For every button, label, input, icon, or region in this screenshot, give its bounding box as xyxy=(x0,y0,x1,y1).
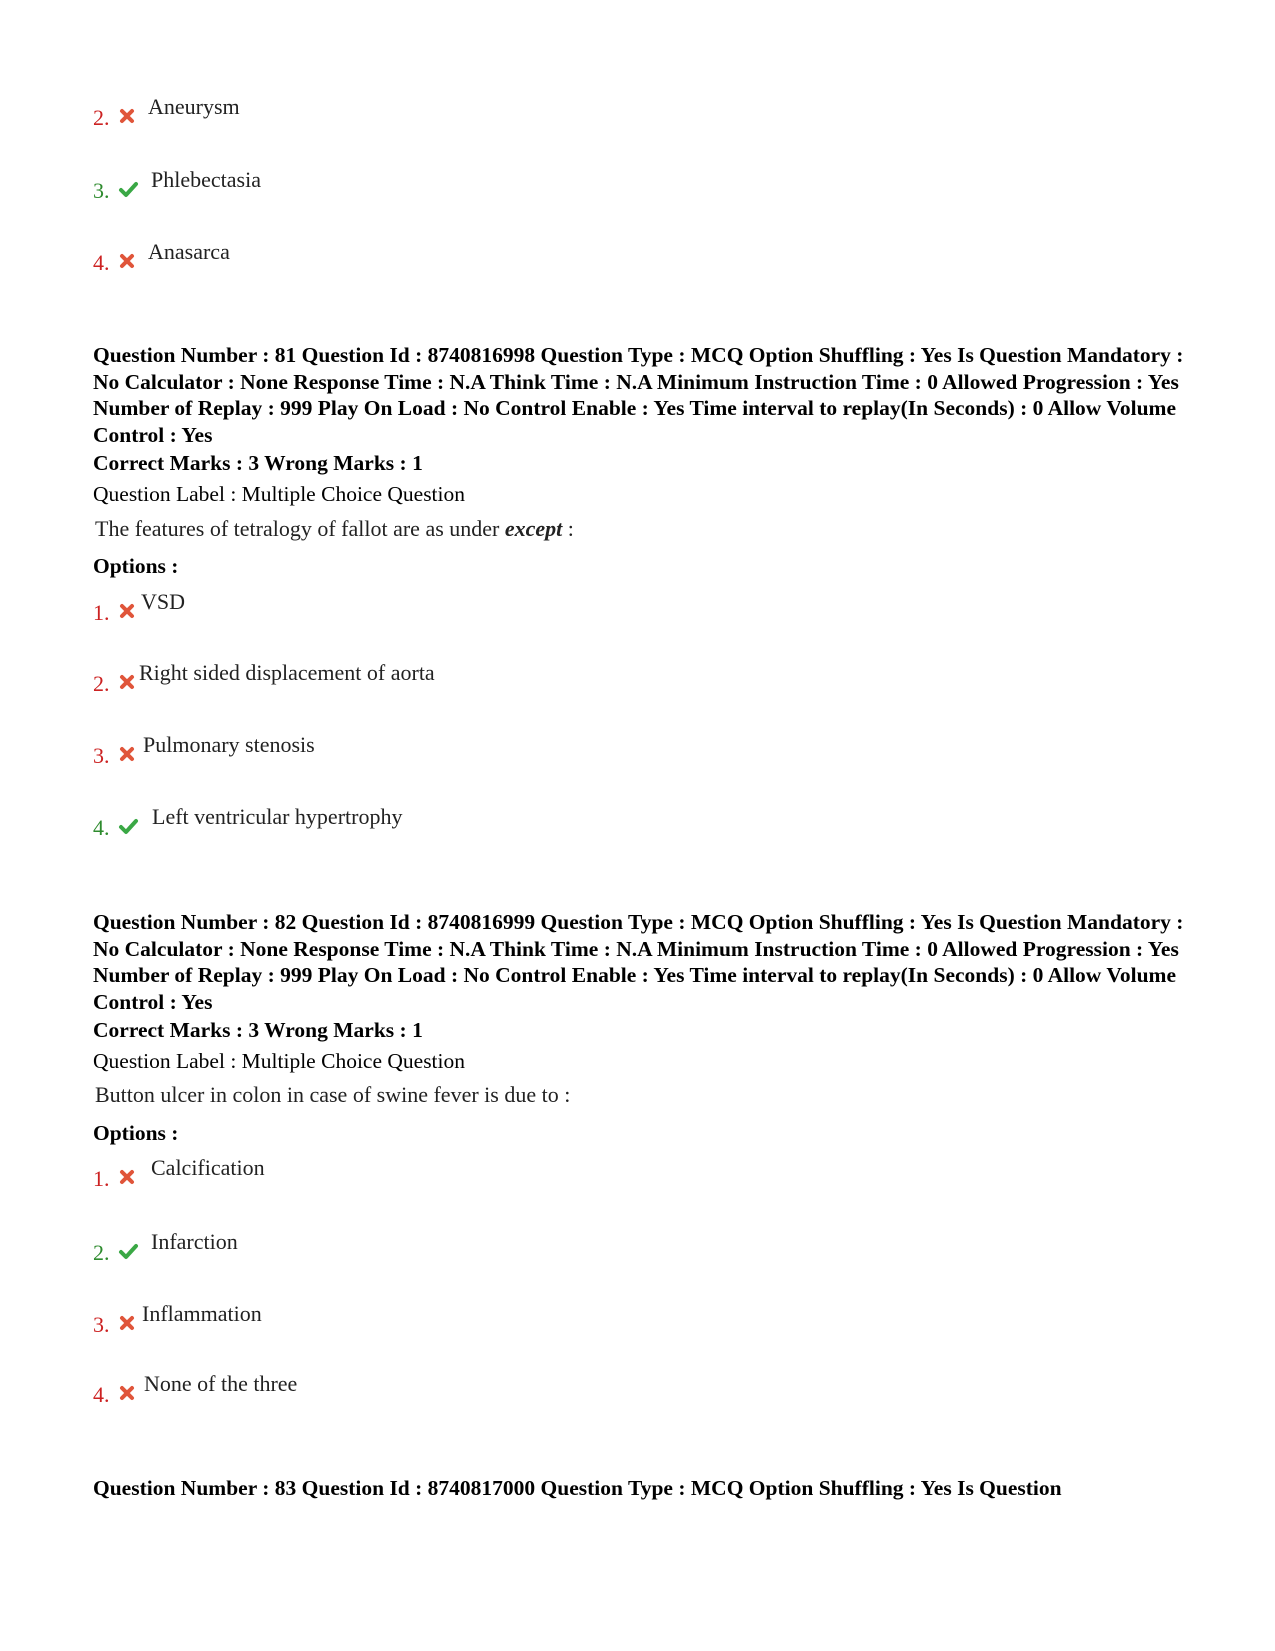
option-text: Left ventricular hypertrophy xyxy=(152,804,403,829)
question-82-options-label: Options : xyxy=(93,1121,179,1145)
option-text: Infarction xyxy=(151,1229,238,1254)
q81-option-1 xyxy=(93,589,993,629)
q81-option-4 xyxy=(93,804,993,844)
stem-text: The features of tetralogy of fallot are as under xyxy=(95,516,505,541)
option-text: Aneurysm xyxy=(148,94,240,119)
question-81-header: Question Number : 81 Question Id : 8740816998 Question Type : MCQ Option Shuffling : Yes Is Question Mandatory : No Calculator : None Response Time : N.A Think Time : N.A Minimum Instruction Time : 0 Allowed Progression : Yes Number of Replay : 999 Play On Load : No Control Enable : Yes Time interval to replay(In Seconds) : 0 Allow Volume Control : Yes xyxy=(93,343,1184,447)
q82-option-3 xyxy=(93,1301,993,1341)
option-text: Right sided displacement of aorta xyxy=(139,660,435,685)
q82-option-2 xyxy=(93,1229,993,1269)
q82-option-4 xyxy=(93,1371,993,1411)
q81-option-2 xyxy=(93,660,993,700)
check-icon xyxy=(117,179,139,199)
option-number: 3. xyxy=(93,178,110,203)
option-number: 3. xyxy=(93,1312,110,1337)
stem-emphasis: except xyxy=(504,516,563,541)
prev-option-2 xyxy=(93,94,993,134)
option-number: 4. xyxy=(93,250,110,275)
option-text: Anasarca xyxy=(148,239,230,264)
prev-option-3 xyxy=(93,167,993,207)
cross-icon xyxy=(117,1167,137,1187)
question-81-options-label: Options : xyxy=(93,554,179,578)
option-text: None of the three xyxy=(144,1371,298,1396)
check-icon xyxy=(117,1241,139,1261)
question-81-stem xyxy=(95,516,574,542)
cross-icon xyxy=(117,1383,137,1403)
stem-suffix: : xyxy=(562,516,574,541)
check-icon xyxy=(117,816,139,836)
question-83-header: Question Number : 83 Question Id : 8740817000 Question Type : MCQ Option Shuffling : Yes Is Question xyxy=(93,1476,1062,1500)
question-81-marks: Correct Marks : 3 Wrong Marks : 1 xyxy=(93,451,423,475)
prev-option-4 xyxy=(93,239,993,279)
option-number: 2. xyxy=(93,1240,110,1265)
option-number: 1. xyxy=(93,600,110,625)
option-text: Pulmonary stenosis xyxy=(143,732,315,757)
option-text: Inflammation xyxy=(142,1301,262,1326)
cross-icon xyxy=(117,672,137,692)
option-number: 3. xyxy=(93,743,110,768)
q81-option-3 xyxy=(93,732,993,772)
cross-icon xyxy=(117,251,137,271)
question-82-marks: Correct Marks : 3 Wrong Marks : 1 xyxy=(93,1018,423,1042)
q82-option-1 xyxy=(93,1155,993,1195)
option-text: Phlebectasia xyxy=(151,167,261,192)
question-81-label: Question Label : Multiple Choice Question xyxy=(93,482,466,506)
question-82-header: Question Number : 82 Question Id : 8740816999 Question Type : MCQ Option Shuffling : Yes Is Question Mandatory : No Calculator : None Response Time : N.A Think Time : N.A Minimum Instruction Time : 0 Allowed Progression : Yes Number of Replay : 999 Play On Load : No Control Enable : Yes Time interval to replay(In Seconds) : 0 Allow Volume Control : Yes xyxy=(93,910,1184,1014)
question-82-label: Question Label : Multiple Choice Question xyxy=(93,1049,466,1073)
option-number: 4. xyxy=(93,1382,110,1407)
question-82-stem: Button ulcer in colon in case of swine fever is due to : xyxy=(95,1082,571,1107)
option-text: Calcification xyxy=(151,1155,265,1180)
option-number: 4. xyxy=(93,815,110,840)
option-number: 1. xyxy=(93,1166,110,1191)
option-number: 2. xyxy=(93,671,110,696)
cross-icon xyxy=(117,744,137,764)
option-number: 2. xyxy=(93,105,110,130)
option-text: VSD xyxy=(141,589,186,614)
cross-icon xyxy=(117,1313,137,1333)
cross-icon xyxy=(117,106,137,126)
cross-icon xyxy=(117,601,137,621)
